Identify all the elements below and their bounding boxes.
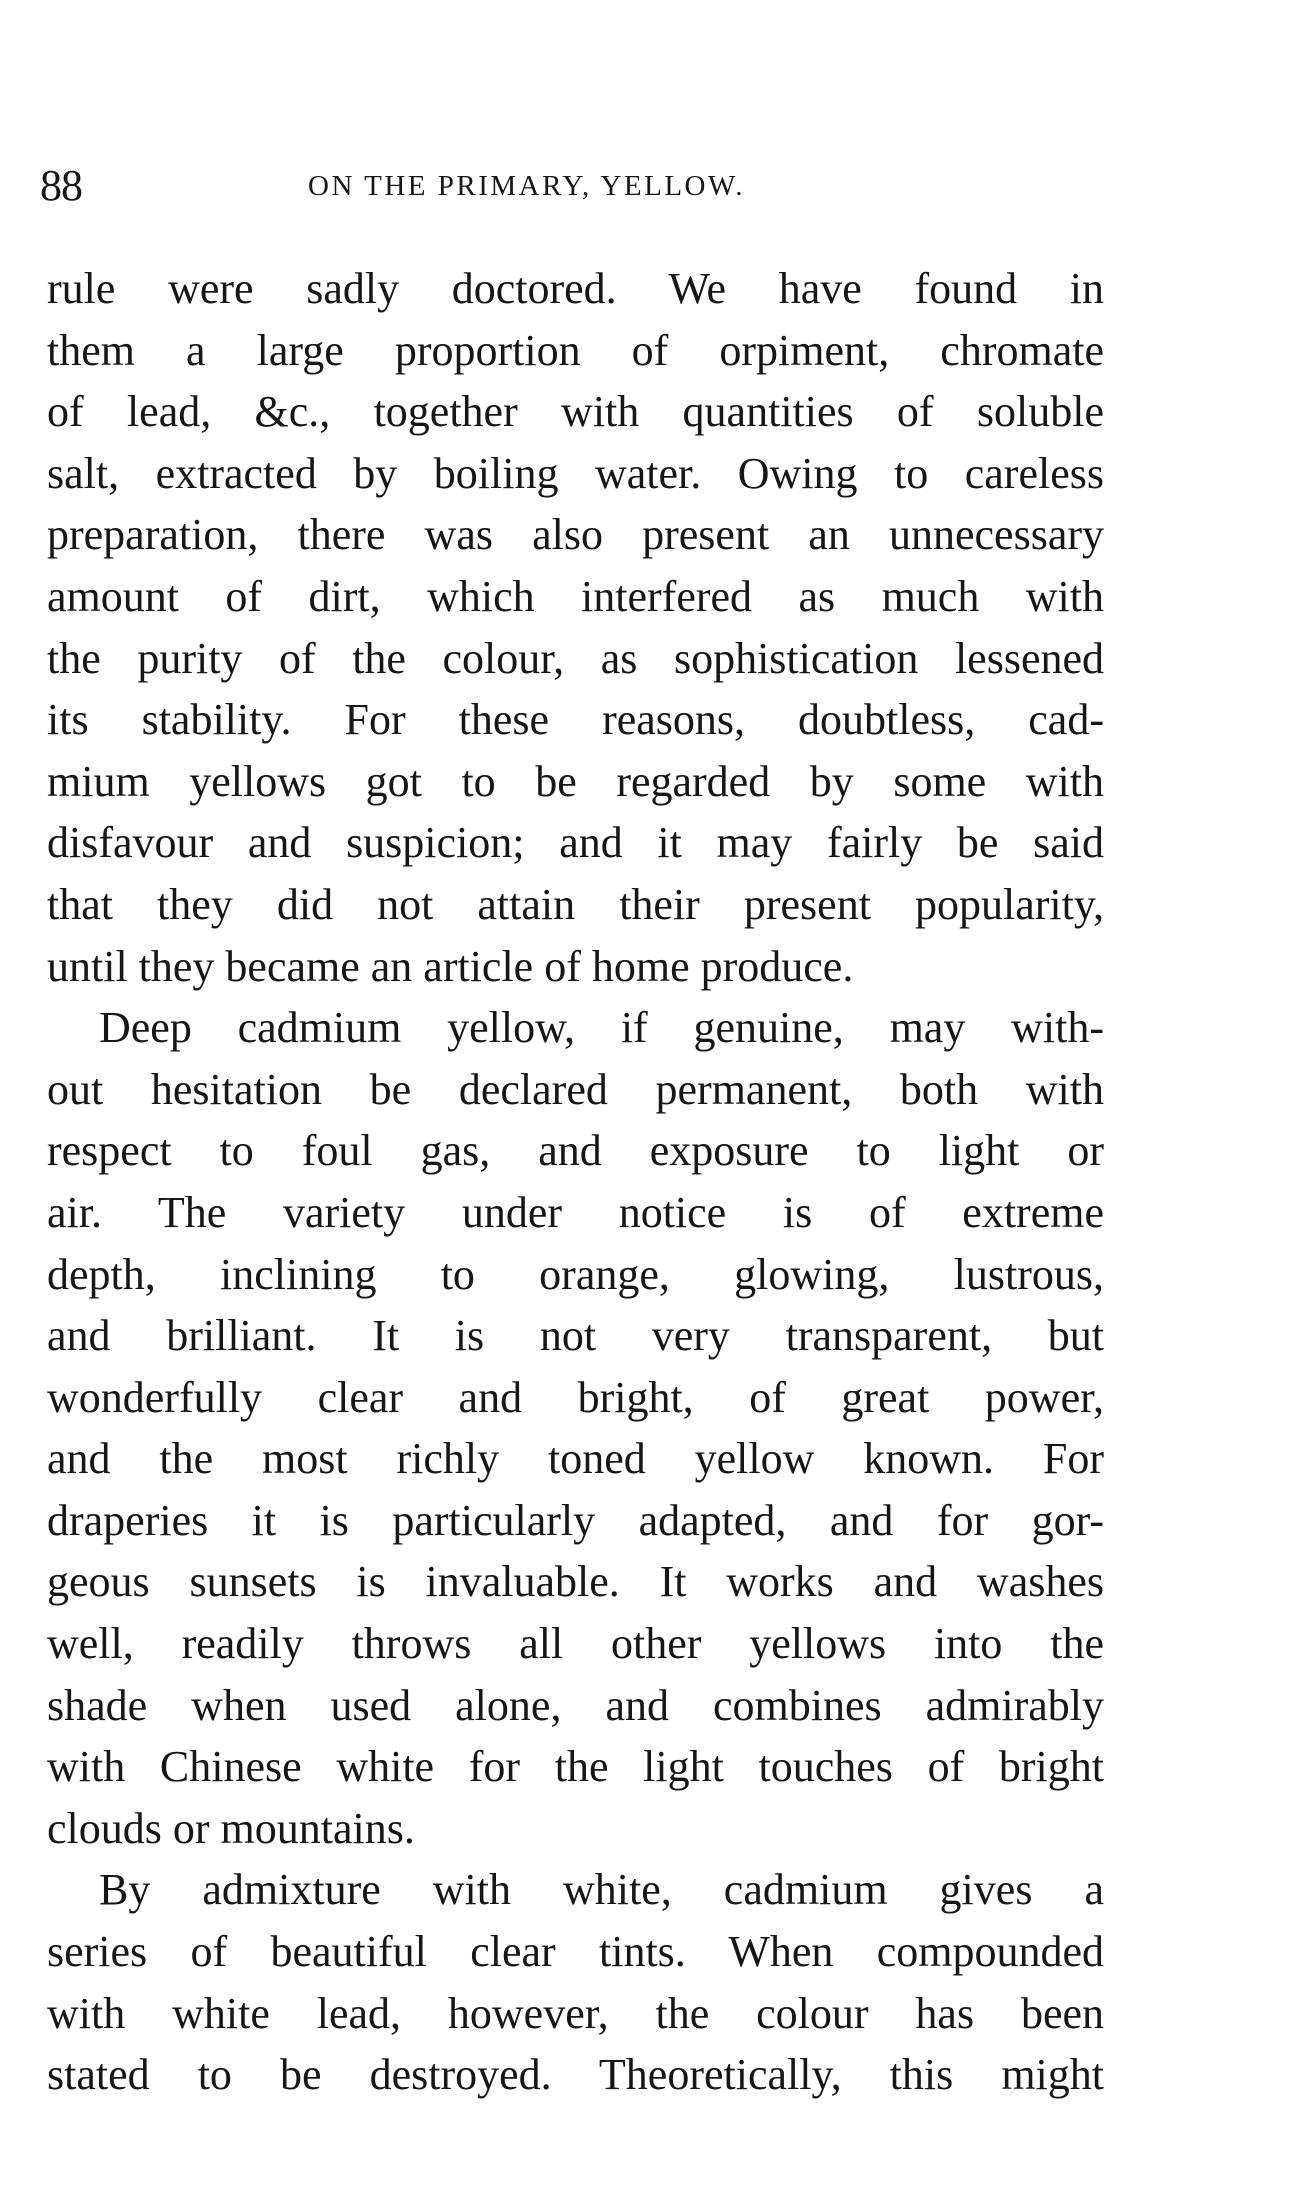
text-line: clouds or mountains. (47, 1803, 415, 1853)
text-line: and the most richly toned yellow known. For (47, 1434, 1104, 1484)
text-line: shade when used alone, and combines admirably (47, 1680, 1104, 1730)
text-line: depth, inclining to orange, glowing, lustrous, (47, 1249, 1104, 1299)
running-title: ON THE PRIMARY, YELLOW. (308, 170, 745, 202)
text-line: with white lead, however, the colour has been (47, 1988, 1104, 2038)
page-number: 88 (40, 161, 82, 210)
text-line: wonderfully clear and bright, of great power, (47, 1372, 1104, 1422)
text-line: well, readily throws all other yellows into the (47, 1619, 1104, 1669)
paragraph (47, 1859, 1104, 2105)
text-line: until they became an article of home produce. (47, 941, 854, 991)
text-line: and brilliant. It is not very transparent, but (47, 1311, 1104, 1361)
body-text (47, 258, 1104, 2106)
text-line: amount of dirt, which interfered as much with (47, 571, 1104, 621)
text-line: with Chinese white for the light touches of bright (47, 1742, 1104, 1792)
text-line: respect to foul gas, and exposure to light or (47, 1126, 1104, 1176)
text-line: mium yellows got to be regarded by some with (47, 756, 1104, 806)
text-line: that they did not attain their present popularity, (47, 879, 1104, 929)
paragraph (47, 997, 1104, 1859)
text-line: By admixture with white, cadmium gives a (99, 1865, 1104, 1915)
text-line: out hesitation be declared permanent, both with (47, 1064, 1104, 1114)
paragraph (47, 258, 1104, 997)
text-line: geous sunsets is invaluable. It works and washes (47, 1557, 1104, 1607)
text-line: preparation, there was also present an unnecessary (47, 510, 1104, 560)
text-line: draperies it is particularly adapted, and for gor- (47, 1495, 1104, 1545)
text-line: them a large proportion of orpiment, chromate (47, 325, 1104, 375)
text-line: series of beautiful clear tints. When compounded (47, 1927, 1104, 1977)
text-line: disfavour and suspicion; and it may fairly be said (47, 818, 1104, 868)
text-line: of lead, &c., together with quantities of soluble (47, 387, 1104, 437)
text-line: air. The variety under notice is of extreme (47, 1187, 1104, 1237)
text-line: Deep cadmium yellow, if genuine, may with- (99, 1003, 1104, 1053)
text-line: the purity of the colour, as sophistication lessened (47, 633, 1104, 683)
text-line: stated to be destroyed. Theoretically, this might (47, 2050, 1104, 2100)
text-line: its stability. For these reasons, doubtless, cad- (47, 695, 1104, 745)
text-line: rule were sadly doctored. We have found in (47, 264, 1104, 313)
text-line: salt, extracted by boiling water. Owing to careless (47, 448, 1104, 498)
